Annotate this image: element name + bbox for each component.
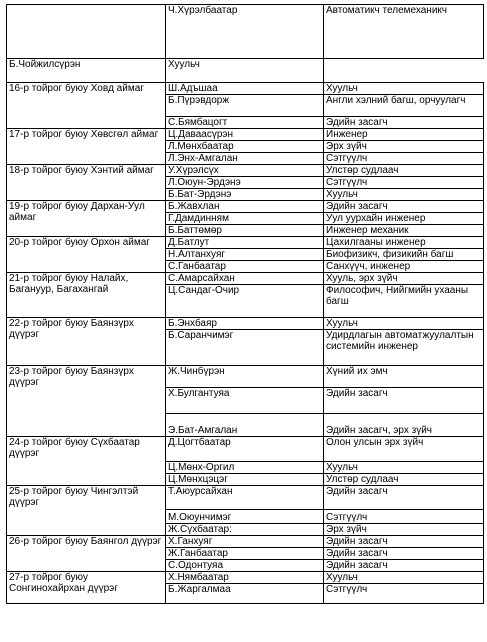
district-cell: 24-р тойрог буюу Сүхбаатар дүүрэг <box>7 437 166 486</box>
table-row <box>7 237 484 249</box>
district-cell: 20-р тойрог буюу Орхон аймаг <box>7 237 166 273</box>
profession-cell: Инженер механик <box>324 225 484 237</box>
profession-cell: Эдийн засагч <box>324 201 484 213</box>
candidate-name-cell: Д.Батлут <box>166 237 324 249</box>
profession-cell: Эдийн засагч <box>324 388 484 414</box>
profession-cell: Философич, Нийгмийн ухааны багш <box>324 285 484 318</box>
district-cell: 25-р тойрог буюу Чингэлтэй дүүрэг <box>7 486 166 536</box>
profession-cell: Эдийн засагч <box>324 560 484 572</box>
candidate-name-cell: С.Амарсайхан <box>166 273 324 285</box>
candidate-name-cell: Х.Булгантуяа <box>166 388 324 414</box>
profession-cell: Эдийн засагч <box>324 117 484 129</box>
candidate-name-cell: Л.Энх-Амгалан <box>166 153 324 165</box>
table-row <box>7 59 484 83</box>
candidate-name-cell: Б.Пүрэвдорж <box>166 95 324 117</box>
table-row <box>7 5 484 59</box>
candidate-name-cell: Б.Чойжилсүрэн <box>7 59 166 83</box>
profession-cell: Санхүүч, инженер <box>324 261 484 273</box>
profession-cell: Эрх зүйч <box>324 141 484 153</box>
profession-cell: Хуульч <box>324 572 484 584</box>
profession-cell: Инженер <box>324 129 484 141</box>
candidate-name-cell: Ц.Даваасүрэн <box>166 129 324 141</box>
profession-cell: Уул уурхайн инженер <box>324 213 484 225</box>
table-row <box>7 83 484 95</box>
table-row <box>7 366 484 388</box>
profession-cell: Улстөр судлаач <box>324 165 484 177</box>
candidate-name-cell: Б.Жаргалмаа <box>166 584 324 604</box>
table-row <box>7 273 484 285</box>
profession-cell: Хуульч <box>166 59 324 83</box>
district-cell: 17-р тойрог буюу Хөвсгөл аймаг <box>7 129 166 165</box>
profession-cell: Хуульч <box>324 83 484 95</box>
district-cell: 18-р тойрог буюу Хэнтий аймаг <box>7 165 166 201</box>
candidate-name-cell: Ц.Сандаг-Очир <box>166 285 324 318</box>
profession-cell: Удирдлагын автоматжуулалтын системийн инженер <box>324 330 484 366</box>
profession-cell: Хуульч <box>324 318 484 330</box>
candidate-name-cell: Ш.Адъшаа <box>166 83 324 95</box>
candidate-name-cell: Л.Мөнхбаатар <box>166 141 324 153</box>
candidate-name-cell: Ц.Мөнх-Оргил <box>166 462 324 474</box>
candidate-name-cell: Х.Ганхуяг <box>166 536 324 548</box>
candidate-name-cell: Б.Саранчимэг <box>166 330 324 366</box>
profession-cell: Сэтгүүлч <box>324 510 484 524</box>
candidate-name-cell: Б.Жавхлан <box>166 201 324 213</box>
candidate-name-cell: Б.Бат-Эрдэнэ <box>166 189 324 201</box>
district-cell: 26-р тойрог буюу Баянгол дүүрэг <box>7 536 166 572</box>
profession-cell: Эдийн засагч <box>324 486 484 510</box>
candidate-name-cell: Т.Аюурсайхан <box>166 486 324 510</box>
profession-cell: Сэтгүүлч <box>324 584 484 604</box>
profession-cell: Биофизикч, физикийн багш <box>324 249 484 261</box>
candidate-name-cell: Д.Цогтбаатар <box>166 437 324 462</box>
table-row <box>7 536 484 548</box>
candidate-name-cell: С.Ганбаатар <box>166 261 324 273</box>
candidate-name-cell: У.Хүрэлсүх <box>166 165 324 177</box>
table-row <box>7 572 484 584</box>
district-cell: 27-р тойрог буюу Сонгинохайрхан дүүрэг <box>7 572 166 604</box>
district-cell: 16-р тойрог буюу Ховд аймаг <box>7 83 166 129</box>
district-cell: 21-р тойрог буюу Налайх, Багануур, Багахангай <box>7 273 166 318</box>
candidate-name-cell: Н.Алтанхуяг <box>166 249 324 261</box>
profession-cell: Сэтгүүлч <box>324 177 484 189</box>
profession-cell: Цахилгааны инженер <box>324 237 484 249</box>
candidate-name-cell: Х.Нямбаатар <box>166 572 324 584</box>
profession-cell: Эдийн засагч <box>324 536 484 548</box>
table-row <box>7 437 484 462</box>
candidate-name-cell: Ж.Чинбүрэн <box>166 366 324 388</box>
profession-cell: Хуульч <box>324 189 484 201</box>
candidate-name-cell: Б.Энхбаяр <box>166 318 324 330</box>
table-row <box>7 129 484 141</box>
profession-cell: Олон улсын эрх зүйч <box>324 437 484 462</box>
candidate-name-cell: Л.Оюун-Эрдэнэ <box>166 177 324 189</box>
candidate-name-cell: Б.Баттөмөр <box>166 225 324 237</box>
district-cell: 19-р тойрог буюу Дархан-Уул аймаг <box>7 201 166 237</box>
candidate-name-cell: Э.Бат-Амгалан <box>166 414 324 437</box>
candidates-table <box>6 4 484 604</box>
table-row <box>7 486 484 510</box>
profession-cell: Эдийн засагч, эрх зүйч <box>324 414 484 437</box>
candidate-name-cell: С.Бямбацогт <box>166 117 324 129</box>
profession-cell: Хүний их эмч <box>324 366 484 388</box>
candidate-name-cell: Г.Дамдинням <box>166 213 324 225</box>
profession-cell: Улстөр судлаач <box>324 474 484 486</box>
district-cell <box>7 5 166 59</box>
candidate-name-cell: С.Одонтуяа <box>166 560 324 572</box>
profession-cell: Автоматикч телемеханикч <box>324 5 484 59</box>
candidate-name-cell: Ж.Ганбаатар <box>166 548 324 560</box>
profession-cell: Англи хэлний багш, орчуулагч <box>324 95 484 117</box>
candidate-name-cell: М.Оюунчимэг <box>166 510 324 524</box>
profession-cell: Сэтгүүлч <box>324 153 484 165</box>
profession-cell: Хуульч <box>324 462 484 474</box>
district-cell: 22-р тойрог буюу Баянзүрх дүүрэг <box>7 318 166 366</box>
table-row <box>7 318 484 330</box>
candidates-table-body <box>7 5 484 604</box>
profession-cell: Эрх зүйч <box>324 524 484 536</box>
table-row <box>7 165 484 177</box>
candidate-name-cell: Ц.Мөнхцэцэг <box>166 474 324 486</box>
table-row <box>7 201 484 213</box>
profession-cell: Эдийн засагч <box>324 548 484 560</box>
profession-cell: Хууль, эрх зүйч <box>324 273 484 285</box>
district-cell: 23-р тойрог буюу Баянзүрх дүүрэг <box>7 366 166 437</box>
candidate-name-cell: Ж.Сүхбаатар: <box>166 524 324 536</box>
candidate-name-cell: Ч.Хүрэлбаатар <box>166 5 324 59</box>
